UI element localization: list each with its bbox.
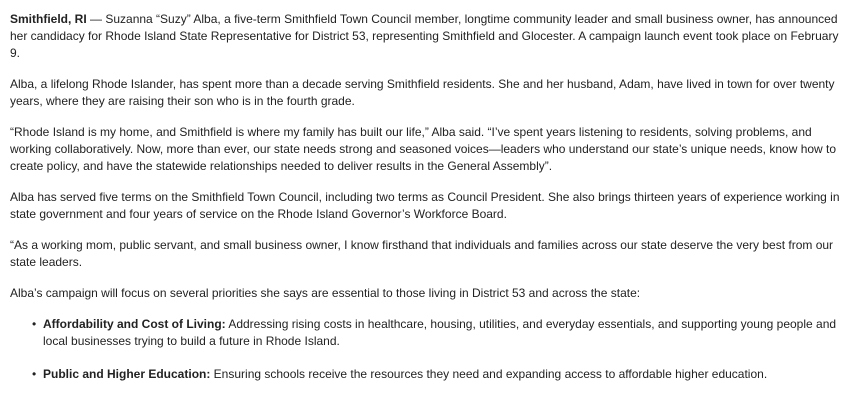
paragraph-experience: Alba has served five terms on the Smithfield Town Council, including two terms as Council President. She also brings thirteen years of experience working in state government and four years of service on the Rhode Island Governor’s Workforce Board. [10, 190, 840, 221]
list-item [32, 366, 842, 383]
priority-text: Ensuring schools receive the resources they need and expanding access to affordable higher education. [210, 367, 768, 381]
bullet-icon: • [32, 367, 37, 381]
priority-term: Public and Higher Education: [43, 367, 211, 381]
list-item [32, 316, 842, 350]
paragraph-announcement [10, 11, 842, 62]
paragraph-background: Alba, a lifelong Rhode Islander, has spent more than a decade serving Smithfield residents. She and her husband, Adam, have lived in town for over twenty years, where they are raising their son who is in the fourth grade. [10, 77, 835, 108]
bullet-icon: • [32, 317, 37, 331]
paragraph-quote-working-mom: “As a working mom, public servant, and small business owner, I know firsthand that individuals and families across our state deserve the very best from our state leaders. [10, 238, 834, 269]
paragraph-priorities-intro: Alba’s campaign will focus on several priorities she says are essential to those living in District 53 and across the state: [10, 286, 641, 300]
priorities-list [10, 316, 842, 383]
article-body [10, 11, 842, 399]
paragraph-quote-home: “Rhode Island is my home, and Smithfield is where my family has built our life,” Alba said. “I’ve spent years listening to residents, solving problems, and working collaboratively. Now, more than ever, our state needs strong and seasoned voices—leaders who understand our state’s unique needs, know how to create policy, and have the statewide relationships needed to deliver results in the General Assembly”. [10, 125, 837, 173]
dateline: Smithfield, RI [10, 12, 87, 26]
priority-term: Affordability and Cost of Living: [43, 317, 226, 331]
paragraph-announcement-text: — Suzanna “Suzy” Alba, a five-term Smithfield Town Council member, longtime community leader and small business owner, has announced her candidacy for Rhode Island State Representative for District 53, representing Smithfield and Glocester. A campaign launch event took place on February 9. [10, 12, 839, 60]
priority-text: Addressing rising costs in healthcare, housing, utilities, and everyday essentials, and supporting young people and local businesses trying to build a future in Rhode Island. [43, 317, 837, 348]
